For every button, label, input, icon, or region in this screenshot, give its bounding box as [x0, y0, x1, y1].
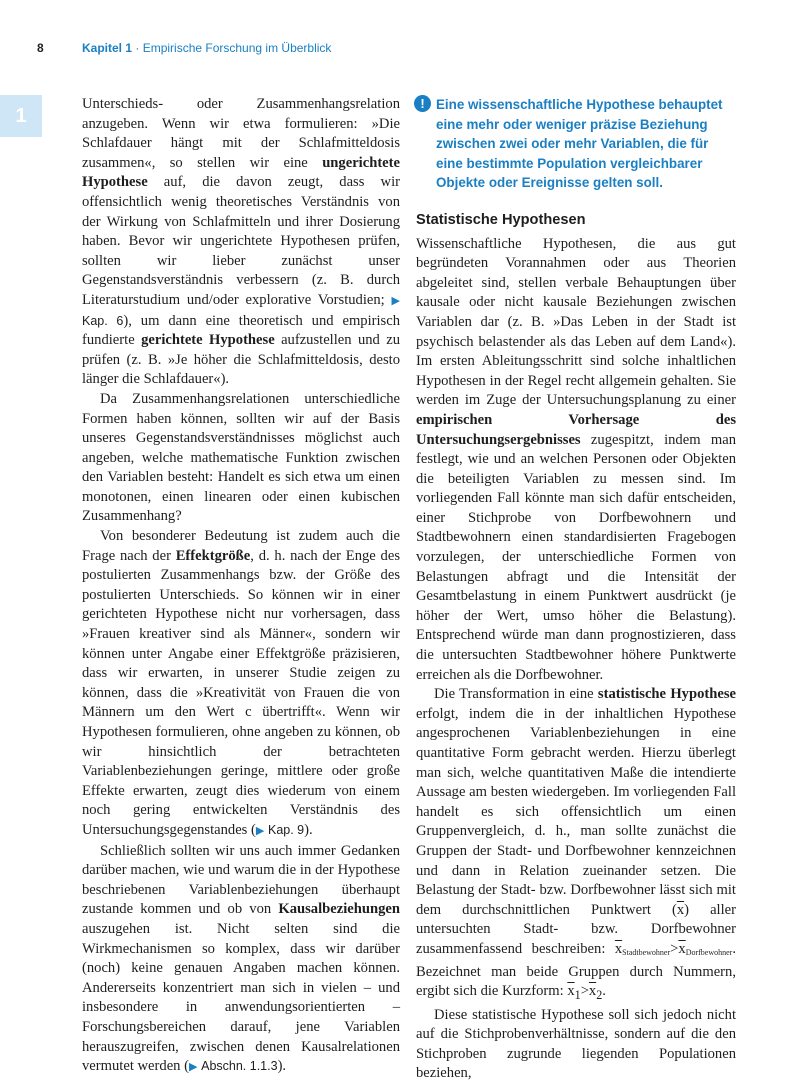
- term-gerichtete-hypothese: gerichtete Hypothese: [141, 332, 275, 349]
- right-column: [416, 95, 736, 1084]
- cross-reference-link[interactable]: Kap. 9: [268, 822, 305, 837]
- running-header: [82, 41, 331, 55]
- text-run: erfolgt, indem die in der inhaltlichen Hypothese angesprochenen Variablenbeziehungen in eine quantitative Form gebracht werden. Hierzu überlegt man sich, welche quantitativen Maße die intendierte Aussage am besten wiedergeben. Im vorliegenden Fall handelt es sich offensichtlich um einen Gruppenvergleich, d. h., man sollte zunächst die Gruppen der Stadt- und Dorfbewohner kennzeichnen und dann in Relation zueinander setzen. Die Belastung der Stadt- bzw. Dorfbewohner lässt sich mit dem durchschnittlichen Punktwert (: [416, 705, 736, 918]
- text-run: ).: [304, 821, 313, 838]
- term-statistische-hypothese: statistische Hypothese: [597, 686, 736, 703]
- text-run: aufzustellen und zu prüfen (z. B. »Je höher die Schlafmitteldosis, desto länger die Schlafdauer«).: [82, 332, 400, 388]
- formula-subscript: 1: [574, 988, 581, 1003]
- text-run: ), um dann eine theoretisch und empirisch fundierte: [82, 312, 401, 349]
- formula-xbar: $\overline{x}$: [678, 940, 686, 957]
- paragraph: [82, 842, 400, 1078]
- arrow-right-icon: ▶: [391, 294, 400, 307]
- chapter-title: Empirische Forschung im Überblick: [142, 41, 332, 55]
- paragraph: [416, 685, 736, 1005]
- text-run: Die Transformation in eine: [434, 686, 598, 703]
- formula-xbar: $\overline{x}$: [588, 983, 597, 1000]
- header-separator: ·: [132, 41, 143, 55]
- callout-text: Eine wissenschaftliche Hypothese behauptet eine mehr oder weniger präzise Beziehung zwischen zwei oder mehr Variablen, die für eine bestimmte Population vergleichbarer Objekte oder Ereignisse gelten soll.: [436, 97, 723, 191]
- formula-operator: >: [670, 940, 679, 957]
- paragraph: Da Zusammenhangsrelationen unterschiedliche Formen haben können, sollten wir auf der Basis unseres Gegenstandsverständnisses möglichst auch angeben, welche mathematische Funktion zwischen den Variablen besteht: Handelt es sich etwa um einen monotonen, einen linearen oder einen kubischen Zusammenhang?: [82, 390, 400, 525]
- paragraph: [82, 95, 400, 390]
- term-kausalbeziehungen: Kausalbeziehungen: [278, 901, 400, 918]
- paragraph: [82, 527, 400, 842]
- paragraph: Diese statistische Hypothese soll sich jedoch nicht auf die Stichprobenverhältnisse, sondern auf die den Stichproben zugrunde liegenden Populationen beziehen,: [416, 1006, 736, 1082]
- cross-reference-link[interactable]: Kap. 6: [82, 313, 124, 328]
- formula-xbar: $\overline{x}$: [614, 940, 623, 957]
- chapter-label: Kapitel 1: [82, 41, 133, 55]
- formula-subscript: Stadtbewohner: [622, 947, 671, 957]
- formula-mean: $\overline{x}$: [676, 901, 685, 918]
- left-column: [82, 95, 400, 1078]
- formula-operator: >: [580, 983, 589, 1000]
- arrow-right-icon: ▶: [255, 824, 265, 837]
- page-number: 8: [37, 41, 44, 55]
- exclamation-icon: !: [414, 95, 431, 112]
- paragraph: [416, 235, 736, 686]
- section-heading: Statistische Hypothesen: [416, 211, 586, 228]
- formula-xbar: $\overline{x}$: [567, 983, 575, 1000]
- arrow-right-icon: ▶: [188, 1061, 198, 1074]
- formula-subscript: Dorfbewohner: [685, 947, 733, 957]
- cross-reference-link[interactable]: Abschn. 1.1.3: [201, 1059, 278, 1074]
- chapter-tab: 1: [0, 95, 42, 137]
- term-empirische-vorhersage: empirischen Vorhersage des Untersuchungsergebnisses: [416, 411, 736, 448]
- text-run: Wissenschaftliche Hypothesen, die aus gut begründeten Vorannahmen oder aus Theorien abgeleitet sind, stellen verbale Behauptungen über kausale oder nicht kausale Beziehungen zwischen Variablen dar (z. B. »Das Leben in der Stadt ist psychisch belastender als das Leben auf dem Land«). Im ersten Ableitungsschritt sind solche inhaltlichen Hypothesen in der Regel recht allgemein gehalten. Sie werden im Zuge der Untersuchungsplanung zu einer: [416, 235, 736, 409]
- term-effektgroesse: Effektgröße: [175, 547, 251, 564]
- text-run: auszugehen ist. Nicht selten sind die Wirkmechanismen so komplex, dass wir darüber (noch) keine genauen Angaben machen können. Andererseits konzentriert man sich in vielen – und insbesondere in anwendungsorientierten – Forschungsbereichen darauf, jene Variablen herauszugreifen, zwischen denen Kausalrelationen vermutet werden (: [82, 920, 400, 1075]
- definition-callout: [416, 95, 736, 193]
- text-run: . Bezeichnet man beide Gruppen durch Nummern, ergibt sich die Kurzform:: [416, 940, 736, 1000]
- formula-subscript: 2: [596, 988, 603, 1003]
- text-run: ).: [277, 1058, 287, 1075]
- term-ungerichtete-hypothese: ungerichtete Hypothese: [82, 154, 400, 191]
- text-run: .: [602, 983, 606, 1000]
- text-run: zugespitzt, indem man festlegt, wie und an welchen Personen oder Objekten die beteiligten Variablen zu messen sind. Im vorliegenden Fall könnte man sich dafür entscheiden, einer Stichprobe von Dorfbewohnern und Stadtbewohnern einen standardisierten Fragebogen vorzulegen, der unterschiedliche Formen von Belastungen abfragt und die Intensität der Gesamtbelastung in einem Punktwert ausdrückt (je höher der Wert, umso höher die Belastung). Entsprechend würde man dann prognostizieren, dass die untersuchten Stadtbewohner höhere Punktwerte erreichen als die Dorfbewohner.: [416, 431, 736, 683]
- text-run: ) aller untersuchten Stadt- bzw. Dorfbewohner zusammenfassend beschreiben:: [416, 901, 736, 957]
- text-run: Schließlich sollten wir uns auch immer Gedanken darüber machen, wie und warum die in der Hypothese beschriebenen Variablenbeziehungen überhaupt zustande kommen und ob von: [82, 842, 400, 918]
- text-run: , d. h. nach der Enge des postulierten Zusammenhangs bzw. der Größe des postulierten Unterschieds. So können wir in einer gerichteten Hypothese nicht nur vorhersagen, dass »Frauen kreativer sind als Männer«, sondern wir können unter Angabe einer Effektgröße präzisieren, dass wir erwarten, in unserer Studie zeigen zu können, dass die »Kreativität von Frauen die von Männern um den Wert c übertrifft«. Wenn wir Hypothesen formulieren, ohne angeben zu können, ob wir hinsichtlich der betrachteten Variablenbeziehungen geringe, mittlere oder große Effekte erwarten, zeugt dies wiederum von einem noch gering entwickelten Verständnis des Untersuchungsgegenstandes (: [82, 547, 400, 838]
- text-run: Von besonderer Bedeutung ist zudem auch die Frage nach der: [82, 528, 400, 564]
- text-run: auf, die davon zeugt, dass wir offensichtlich wenig theoretisches Verständnis von der Wirkung von Schlafmitteln und ihrer Dosierung haben. Bevor wir ungerichtete Hypothesen prüfen, sollten wir lieber zunächst unser Gegenstandsverständnis verbessern (z. B. durch Literaturstudium und/oder explorative Vorstudien;: [82, 174, 400, 308]
- text-run: Unterschieds- oder Zusammenhangsrelation anzugeben. Wenn wir etwa formulieren: »Die Schlafdauer hängt mit der Schlafmitteldosis zusammen«, so stellen wir eine: [82, 96, 400, 171]
